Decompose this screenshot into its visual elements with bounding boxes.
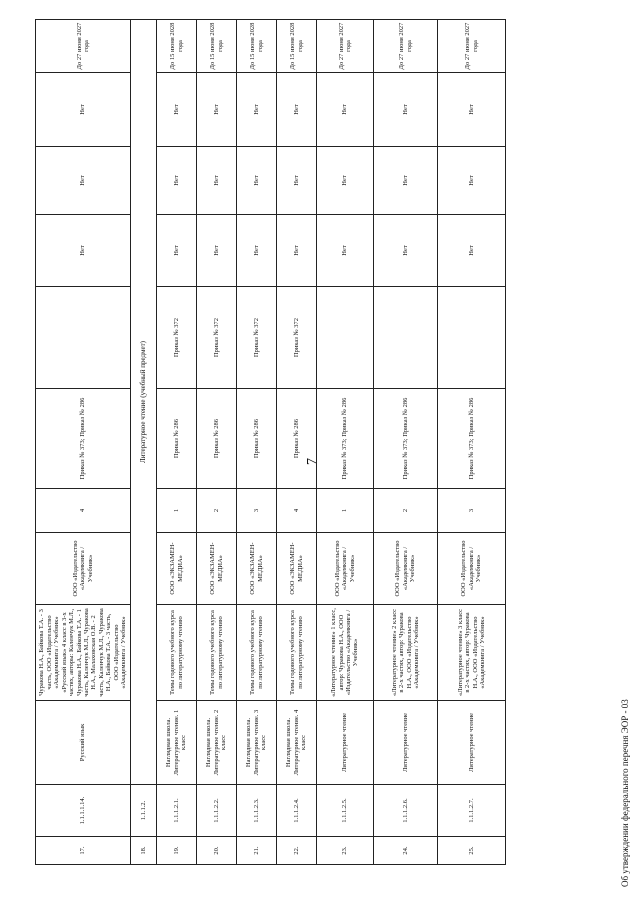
row-orders: Приказ № 286 [237, 389, 277, 489]
row-description: Чуракова Н.А., Байкова Т.А. - 3 часть, ООО «Издательство «Академкнига / Учебник» «Русский язык» 4 класс в 3-х частях, авторы: Каленчук М.Л., Чуракова Н.А., Байкова Т.А. - 1 часть, Каленчук М.Л., Чуракова Н.А., Малаховская О.В. - 2 часть, Каленчук М.Л., Чуракова Н.А., Байкова Т.А. - 3 часть, ООО «Издательство «Академкнига / Учебник» [36, 605, 131, 701]
section-number: 18. [131, 837, 157, 865]
row-class: 4 [36, 489, 131, 533]
row-class: 4 [277, 489, 317, 533]
row-orders-2 [36, 287, 131, 389]
row-name: Русский язык [36, 701, 131, 785]
row-col-3: Нет [277, 73, 317, 147]
row-number: 21. [237, 837, 277, 865]
row-code: 1.1.1.2.5. [317, 785, 374, 837]
row-class: 1 [317, 489, 374, 533]
row-class: 2 [197, 489, 237, 533]
row-description: «Литературное чтение» 3 класс в 2-х частях, автор: Чуракова Н.А., ООО «Издательство «Академкнига / Учебник» [438, 605, 506, 701]
row-publisher: ООО «Издательство «Академкнига / Учебник» [317, 533, 374, 605]
row-col-2: Нет [277, 147, 317, 215]
section-title: Литературное чтение (учебный предмет) [131, 20, 157, 785]
row-code: 1.1.1.2.1. [157, 785, 197, 837]
row-description: Темы годового учебного курса по литературному чтению [237, 605, 277, 701]
row-number: 25. [438, 837, 506, 865]
table-row [237, 20, 277, 865]
row-col-1: Нет [277, 215, 317, 287]
row-name: Наглядная школа. Литературное чтение. 2 класс [197, 701, 237, 785]
row-orders-2: Приказ № 372 [197, 287, 237, 389]
row-publisher: ООО «ЭКЗАМЕН-МЕДИА» [277, 533, 317, 605]
row-col-2: Нет [237, 147, 277, 215]
row-col-3: Нет [374, 73, 438, 147]
row-orders-2 [317, 287, 374, 389]
row-description: Темы годового учебного курса по литературному чтению [197, 605, 237, 701]
row-col-2: Нет [317, 147, 374, 215]
row-code: 1.1.1.2.3. [237, 785, 277, 837]
row-description: «Литературное чтение» 1 класс, автор: Чуракова Н.А., ООО «Издательство «Академкнига / Учебник» [317, 605, 374, 701]
row-orders: Приказ № 373; Приказ № 286 [438, 389, 506, 489]
row-orders: Приказ № 373; Приказ № 286 [317, 389, 374, 489]
row-date: До 27 июня 2027 года [374, 20, 438, 73]
row-col-3: Нет [237, 73, 277, 147]
row-class: 3 [237, 489, 277, 533]
row-number: 17. [36, 837, 131, 865]
row-code: 1.1.1.2.2. [197, 785, 237, 837]
row-name: Наглядная школа. Литературное чтение. 4 класс [277, 701, 317, 785]
row-date: До 15 июня 2028 года [157, 20, 197, 73]
row-publisher: ООО «ЭКЗАМЕН-МЕДИА» [237, 533, 277, 605]
section-code: 1.1.1.2. [131, 785, 157, 837]
row-class: 3 [438, 489, 506, 533]
row-name: Наглядная школа. Литературное чтение. 1 класс [157, 701, 197, 785]
row-code: 1.1.1.1.14. [36, 785, 131, 837]
row-publisher: ООО «Издательство «Академкнига / Учебник» [36, 533, 131, 605]
row-publisher: ООО «Издательство «Академкнига / Учебник» [438, 533, 506, 605]
row-description: «Литературное чтение» 2 класс в 2-х частях, автор: Чуракова Н.А., ООО «Издательство «Академкнига / Учебник» [374, 605, 438, 701]
row-code: 1.1.1.2.6. [374, 785, 438, 837]
row-col-2: Нет [374, 147, 438, 215]
table-row [438, 20, 506, 865]
row-orders: Приказ № 286 [157, 389, 197, 489]
row-orders: Приказ № 286 [277, 389, 317, 489]
row-date: До 15 июня 2028 года [237, 20, 277, 73]
page-number: 7 [305, 458, 320, 465]
row-orders: Приказ № 373; Приказ № 286 [374, 389, 438, 489]
section-row [131, 20, 157, 865]
row-col-1: Нет [36, 215, 131, 287]
row-code: 1.1.1.2.7. [438, 785, 506, 837]
row-orders-2 [374, 287, 438, 389]
row-col-1: Нет [157, 215, 197, 287]
row-code: 1.1.1.2.4. [277, 785, 317, 837]
row-orders-2: Приказ № 372 [277, 287, 317, 389]
row-col-1: Нет [317, 215, 374, 287]
eor-table [35, 19, 506, 865]
row-col-2: Нет [157, 147, 197, 215]
table-row [157, 20, 197, 865]
row-class: 1 [157, 489, 197, 533]
row-name: Литературное чтение [374, 701, 438, 785]
row-col-1: Нет [197, 215, 237, 287]
row-number: 24. [374, 837, 438, 865]
row-date: До 27 июня 2027 года [438, 20, 506, 73]
table-row [317, 20, 374, 865]
row-description: Темы годового учебного курса по литературному чтению [277, 605, 317, 701]
row-col-3: Нет [197, 73, 237, 147]
row-number: 23. [317, 837, 374, 865]
row-date: До 15 июня 2028 года [277, 20, 317, 73]
row-publisher: ООО «ЭКЗАМЕН-МЕДИА» [157, 533, 197, 605]
row-orders-2: Приказ № 372 [237, 287, 277, 389]
page-footer: Об утверждении федерального перечня ЭОР - 03 [620, 699, 630, 887]
row-col-3: Нет [317, 73, 374, 147]
table-row [277, 20, 317, 865]
row-col-2: Нет [438, 147, 506, 215]
row-number: 22. [277, 837, 317, 865]
row-orders-2 [438, 287, 506, 389]
row-class: 2 [374, 489, 438, 533]
row-number: 20. [197, 837, 237, 865]
row-date: До 27 июня 2027 года [36, 20, 131, 73]
row-col-2: Нет [36, 147, 131, 215]
row-orders: Приказ № 373; Приказ № 286 [36, 389, 131, 489]
row-col-1: Нет [237, 215, 277, 287]
row-col-1: Нет [374, 215, 438, 287]
row-col-3: Нет [36, 73, 131, 147]
table-row [36, 20, 131, 865]
row-description: Темы годового учебного курса по литературному чтению [157, 605, 197, 701]
row-date: До 27 июня 2027 года [317, 20, 374, 73]
row-number: 19. [157, 837, 197, 865]
row-col-2: Нет [197, 147, 237, 215]
table-row [374, 20, 438, 865]
row-col-3: Нет [157, 73, 197, 147]
row-orders: Приказ № 286 [197, 389, 237, 489]
row-name: Литературное чтение [317, 701, 374, 785]
row-publisher: ООО «ЭКЗАМЕН-МЕДИА» [197, 533, 237, 605]
row-col-3: Нет [438, 73, 506, 147]
row-date: До 15 июня 2028 года [197, 20, 237, 73]
row-name: Наглядная школа. Литературное чтение. 3 класс [237, 701, 277, 785]
row-name: Литературное чтение [438, 701, 506, 785]
row-col-1: Нет [438, 215, 506, 287]
row-orders-2: Приказ № 372 [157, 287, 197, 389]
table-row [197, 20, 237, 865]
row-publisher: ООО «Издательство «Академкнига / Учебник» [374, 533, 438, 605]
